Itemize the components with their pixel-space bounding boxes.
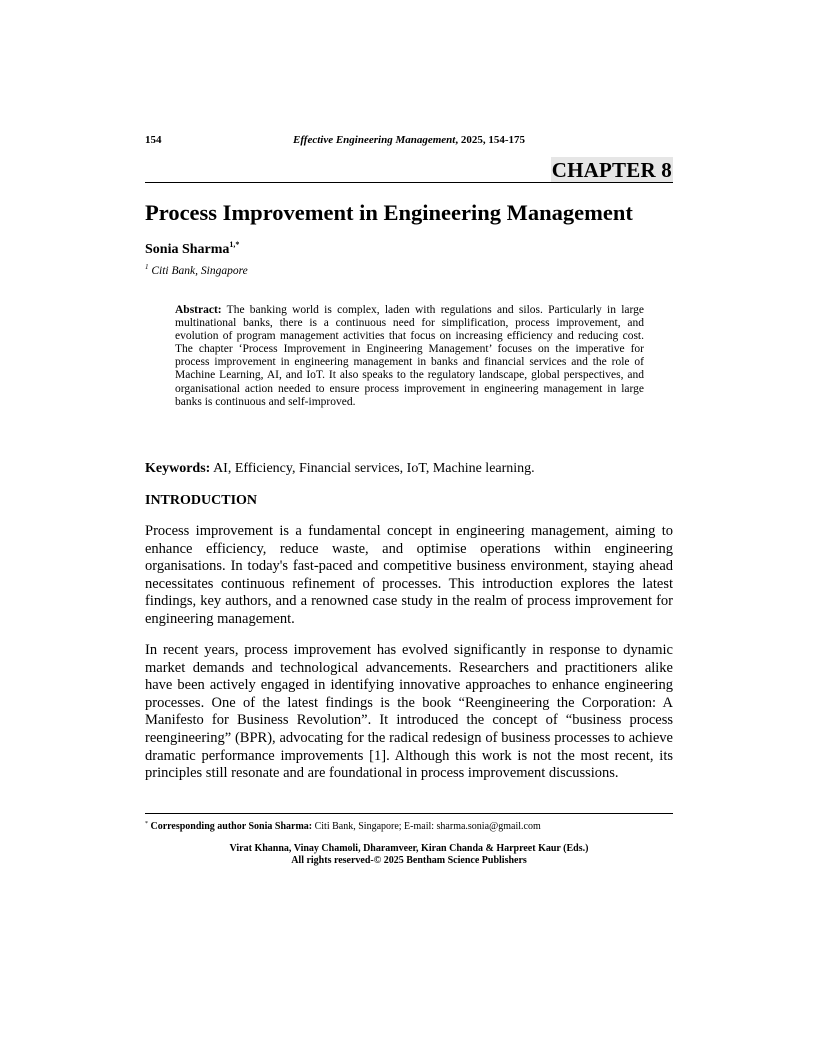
abstract-text: The banking world is complex, laden with regulations and silos. Particularly in large multinational banks, there is a continuous need for simplification, process improvement, and evolution of program management activities that focus on increasing efficiency and reducing cost. The chapter ‘Process Improvement in Engineering Management’ focuses on the imperative for process improvement in engineering management in banks and financial services and the role of Machine Learning, AI, and IoT. It also speaks to the regulatory landscape, global perspectives, and organisational action needed to ensure process improvement in engineering management in large banks is continuous and self-improved. xyxy=(175,304,644,408)
publisher-footer xyxy=(145,843,673,867)
section-heading: INTRODUCTION xyxy=(145,493,258,508)
footnote xyxy=(145,818,541,833)
keywords-text: AI, Efficiency, Financial services, IoT, Machine learning. xyxy=(213,461,535,476)
header-rule xyxy=(145,182,673,183)
affiliation: Citi Bank, Singapore xyxy=(151,265,248,277)
keywords-label: Keywords: xyxy=(145,461,211,476)
journal-details: , 2025, 154-175 xyxy=(455,134,526,146)
author-line xyxy=(145,236,239,259)
footnote-rule xyxy=(145,813,673,814)
chapter-title: Process Improvement in Engineering Management xyxy=(145,200,633,225)
journal-title: Effective Engineering Management xyxy=(292,134,456,146)
abstract xyxy=(175,304,644,409)
page-number: 154 xyxy=(145,134,162,146)
paragraph: In recent years, process improvement has evolved significantly in response to dynamic market demands and technological advancements. Researchers and practitioners alike have been actively engaged in identifying innovative approaches to enhance engineering processes. One of the latest findings is the book “Reengineering the Corporation: A Manifesto for Business Revolution”. It introduced the concept of “business process reengineering” (BPR), advocating for the radical redesign of business processes to achieve dramatic performance improvements [1]. Although this work is not the most recent, its principles still resonate and are foundational in process improvement discussions. xyxy=(145,642,673,782)
chapter-label: CHAPTER 8 xyxy=(551,158,672,182)
footnote-mark: * xyxy=(145,821,148,827)
affiliation-line xyxy=(145,260,248,278)
abstract-label: Abstract: xyxy=(175,304,222,316)
footnote-label: Corresponding author Sonia Sharma: xyxy=(150,821,313,832)
author-name: Sonia Sharma xyxy=(145,242,230,257)
footnote-text: Citi Bank, Singapore; E-mail: sharma.sonia@gmail.com xyxy=(314,821,541,832)
paragraph: Process improvement is a fundamental concept in engineering management, aiming to enhance efficiency, reduce waste, and optimise operations within engineering organisations. In today's fast-paced and competitive business environment, staying ahead necessitates continuous refinement of processes. This introduction explores the latest findings, key authors, and a renowned case study in the realm of process improvement for engineering management. xyxy=(145,523,673,627)
journal-citation xyxy=(145,133,673,147)
author-marks: 1,* xyxy=(229,240,240,249)
editors-line: Virat Khanna, Vinay Chamoli, Dharamveer, Kiran Chanda & Harpreet Kaur (Eds.) xyxy=(229,843,589,854)
affiliation-mark: 1 xyxy=(145,263,149,271)
rights-line: All rights reserved-© 2025 Bentham Science Publishers xyxy=(291,855,527,866)
keywords xyxy=(145,460,673,478)
